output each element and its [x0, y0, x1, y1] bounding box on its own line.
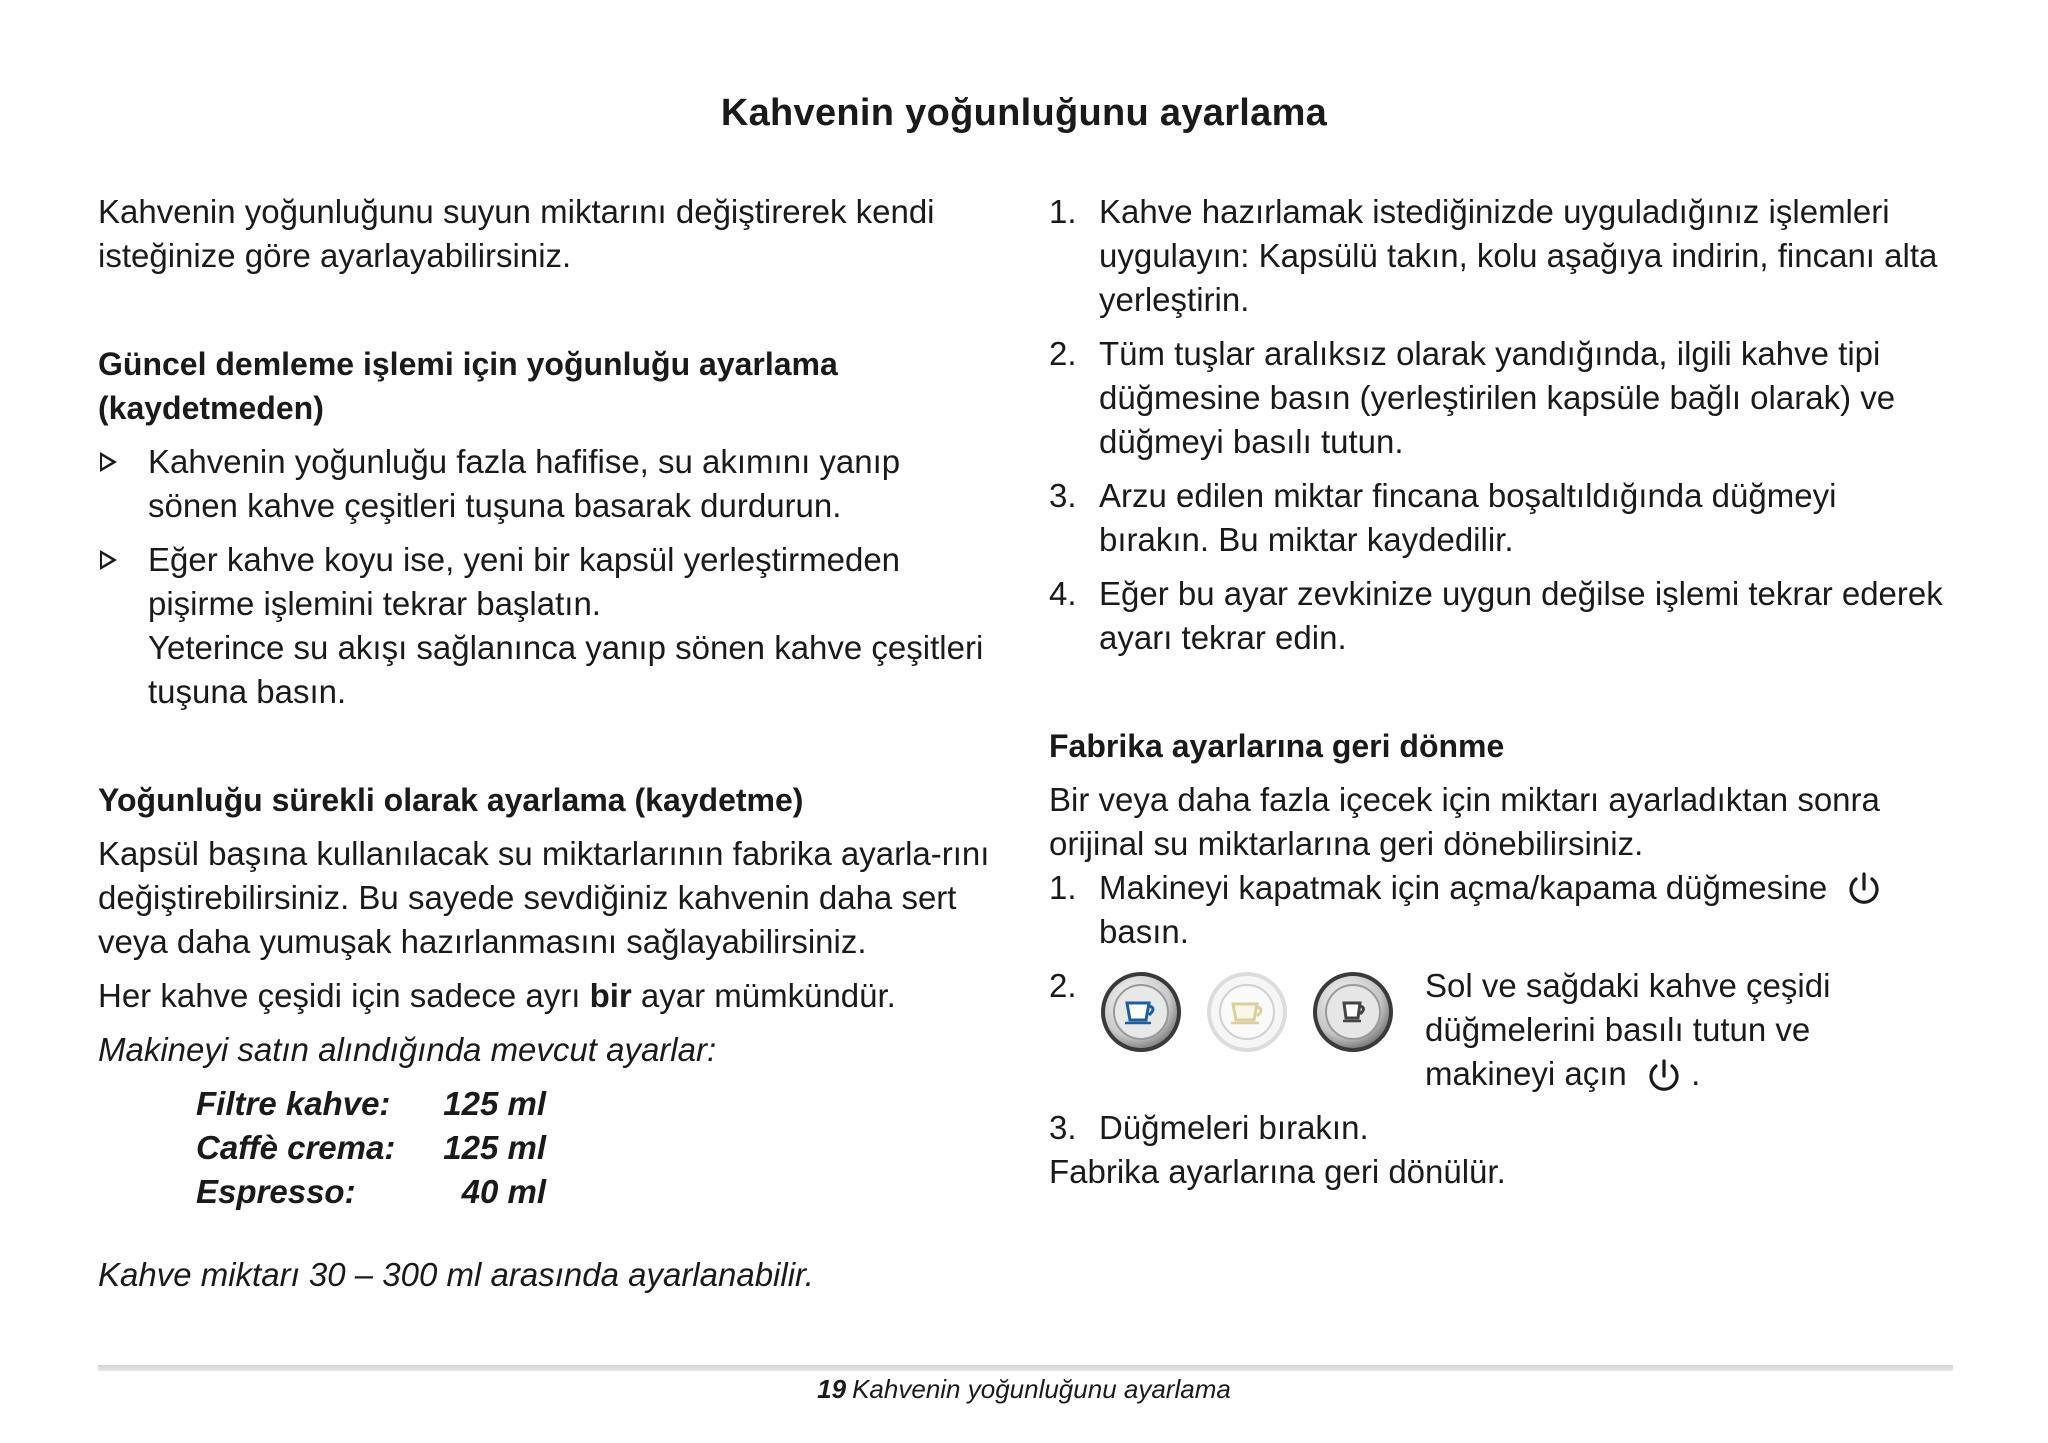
step-text: Sol ve sağdaki kahve çeşidi düğmelerini basılı tutun ve makineyi açın: [1425, 967, 1831, 1093]
factory-result: Fabrika ayarlarına geri dönülür.: [1049, 1153, 1506, 1191]
settings-row: [196, 1126, 998, 1170]
step-item: [1049, 572, 1949, 660]
factory-heading: Fabrika ayarlarına geri dönme: [1049, 728, 1505, 764]
espresso-button-icon: [1311, 970, 1395, 1054]
setting-value: 125 ml: [443, 1129, 546, 1166]
caffe-crema-button-icon: [1205, 970, 1289, 1054]
right-column: [1049, 190, 1949, 1194]
emphasis-text: bir: [589, 977, 632, 1014]
power-icon: [1646, 1057, 1682, 1097]
step-item: [1049, 474, 1949, 562]
step2-text-block: [1425, 964, 1925, 1096]
coffee-buttons-illustration: [1099, 970, 1395, 1054]
step-item: [1049, 190, 1949, 322]
footer-text: Kahvenin yoğunluğunu ayarlama: [852, 1374, 1231, 1404]
settings-heading: Makineyi satın alındığında mevcut ayarlar:: [98, 1031, 717, 1068]
section2-paragraph: Kapsül başına kullanılacak su miktarlarının fabrika ayarla-rını değiştirebilirsiniz. Bu sayede sevdiğiniz kahvenin daha sert veya daha yumuşak hazırlanmasını sağlayabilirsiniz.: [98, 835, 990, 960]
list-item-text: Kahvenin yoğunluğu fazla hafifise, su akımını yanıp sönen kahve çeşitleri tuşuna basarak durdurun.: [148, 443, 901, 524]
page-number: 19: [817, 1374, 847, 1404]
step-text-end: .: [1691, 1055, 1701, 1093]
step-number: 1.: [1049, 869, 1077, 906]
settings-row: [196, 1170, 998, 1214]
setting-name: Filtre kahve:: [196, 1085, 391, 1122]
step-text: basın.: [1099, 913, 1189, 951]
setting-value: 125 ml: [443, 1085, 546, 1122]
steps-list: [1049, 190, 1949, 660]
step-number: 2.: [1049, 335, 1077, 372]
setting-name: Caffè crema:: [196, 1129, 396, 1166]
left-column: [98, 190, 998, 1214]
step-text: Tüm tuşlar aralıksız olarak yandığında, ilgili kahve tipi düğmesine basın (yerleştirilen kapsüle bağlı olarak) ve düğmeyi basılı tutun.: [1099, 335, 1896, 460]
factory-intro: Bir veya daha fazla içecek için miktarı ayarladıktan sonra orijinal su miktarlarına geri dönebilirsiniz.: [1049, 781, 1880, 862]
range-note: Kahve miktarı 30 – 300 ml arasında ayarlanabilir.: [98, 1256, 814, 1293]
step-item: [1049, 964, 1949, 1096]
step-number: 4.: [1049, 575, 1077, 612]
step-item: [1049, 866, 1949, 954]
section1-list: [98, 440, 998, 714]
power-icon: [1846, 870, 1882, 910]
section1-heading: Güncel demleme işlemi için yoğunluğu ayarlama (kaydetmeden): [98, 346, 838, 426]
step-number: 3.: [1049, 1109, 1077, 1147]
step-text: Eğer bu ayar zevkinize uygun değilse işlemi tekrar ederek ayarı tekrar edin.: [1099, 575, 1943, 656]
step-number: 3.: [1049, 477, 1077, 514]
setting-value: 40 ml: [461, 1173, 546, 1210]
list-item: [98, 440, 998, 528]
triangle-bullet-icon: [100, 550, 117, 570]
page-footer: [0, 1371, 2048, 1407]
page-title: Kahvenin yoğunluğunu ayarlama: [720, 92, 1328, 134]
step-text: Düğmeleri bırakın.: [1099, 1109, 1369, 1147]
step-item: [1049, 332, 1949, 464]
factory-steps-list: [1049, 866, 1949, 1150]
list-item-extra-text: Yeterince su akışı sağlanınca yanıp sönen kahve çeşitleri tuşuna basın.: [148, 629, 984, 710]
step-number: 1.: [1049, 193, 1077, 230]
step-text: Arzu edilen miktar fincana boşaltıldığında düğmeyi bırakın. Bu miktar kaydedilir.: [1099, 477, 1837, 558]
step-text: Makineyi kapatmak için açma/kapama düğmesine: [1099, 869, 1828, 906]
settings-row: [196, 1082, 998, 1126]
list-item: [98, 538, 998, 714]
default-settings-table: [196, 1082, 998, 1214]
step-text: Kahve hazırlamak istediğinizde uyguladığınız işlemleri uygulayın: Kapsülü takın, kolu aşağıya indirin, fincanı alta yerleştirin.: [1099, 193, 1938, 318]
setting-name: Espresso:: [196, 1173, 356, 1210]
step-item: [1049, 1106, 1949, 1150]
intro-paragraph: Kahvenin yoğunluğunu suyun miktarını değiştirerek kendi isteğinize göre ayarlayabilirsiniz.: [98, 193, 935, 274]
triangle-bullet-icon: [100, 452, 117, 472]
list-item-text: Eğer kahve koyu ise, yeni bir kapsül yerleştirmeden pişirme işlemini tekrar başlatın.: [148, 541, 901, 622]
single-setting-note: Her kahve çeşidi için sadece ayrı bir ayar mümkündür.: [98, 977, 896, 1014]
filter-coffee-button-icon: [1099, 970, 1183, 1054]
step-number: 2.: [1049, 967, 1077, 1005]
section2-heading: Yoğunluğu sürekli olarak ayarlama (kaydetme): [98, 782, 804, 818]
